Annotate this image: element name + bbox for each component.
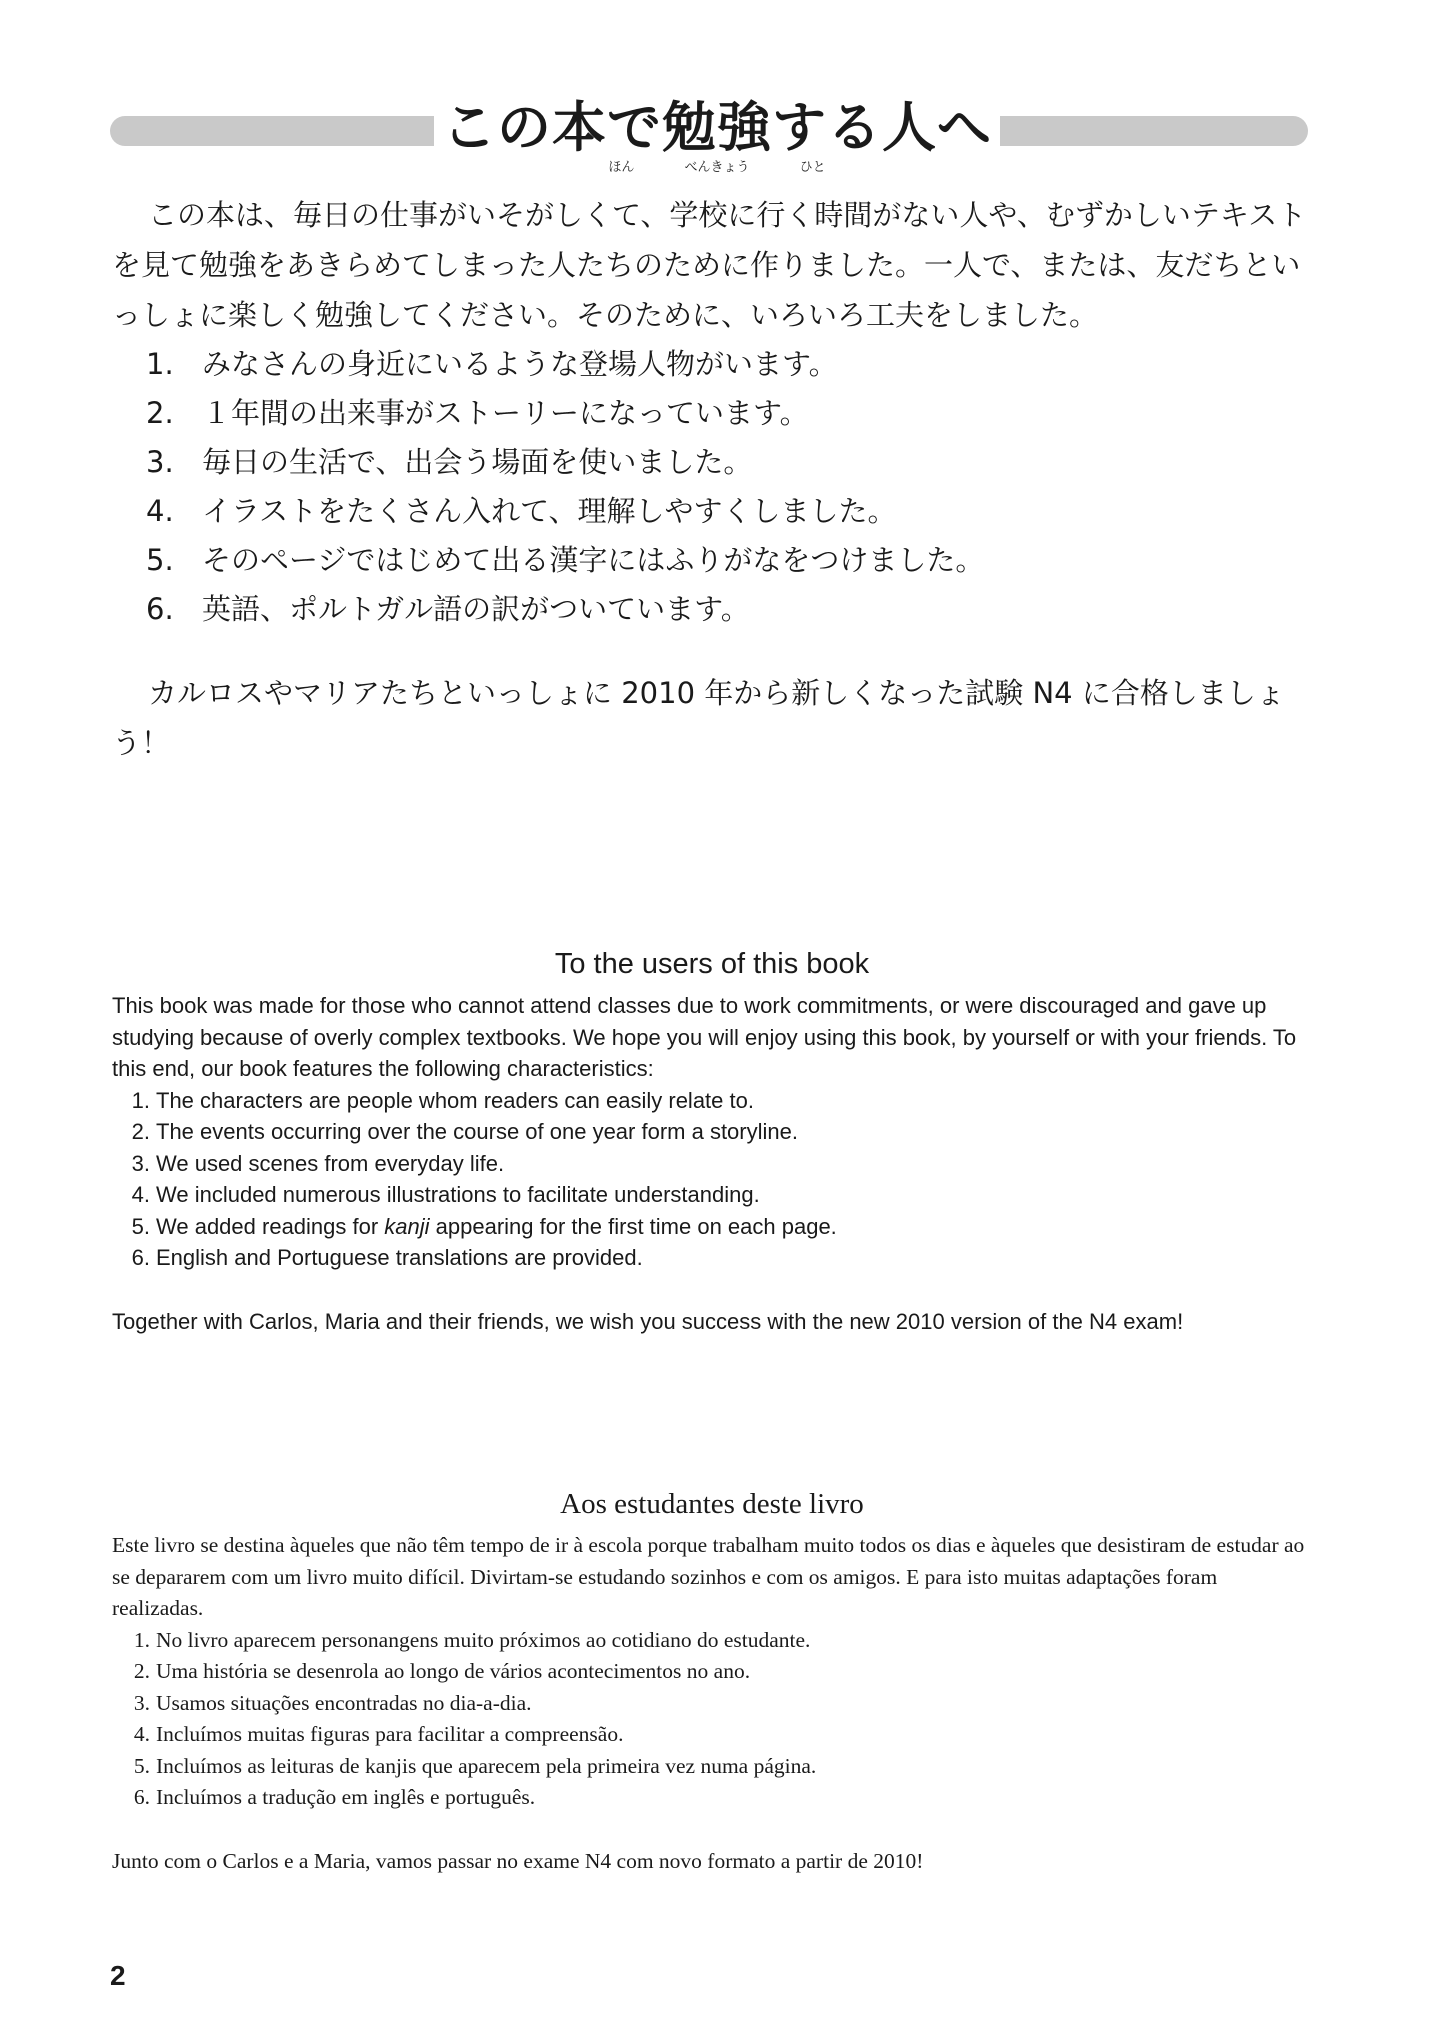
list-item	[120, 1719, 1312, 1751]
portuguese-feature-list	[112, 1625, 1312, 1814]
list-text: The characters are people whom readers can easily relate to.	[156, 1087, 754, 1113]
list-number: 6.	[131, 1245, 150, 1270]
list-number: 5.	[146, 543, 174, 577]
list-item	[120, 1179, 1312, 1211]
list-number: 1.	[146, 347, 174, 381]
list-item	[112, 487, 1312, 536]
list-text: みなさんの身近にいるような登場人物がいます。	[202, 347, 838, 381]
list-text	[156, 1211, 837, 1243]
list-item	[120, 1625, 1312, 1657]
portuguese-section	[112, 1484, 1312, 1877]
english-closing: Together with Carlos, Maria and their friends, we wish you success with the new 2010 version of the N4 exam!	[112, 1308, 1184, 1334]
list-number: 3.	[131, 1150, 150, 1176]
english-feature-list	[112, 1085, 1312, 1274]
portuguese-closing: Junto com o Carlos e a Maria, vamos passar no exame N4 com novo formato a partir de 2010!	[112, 1848, 924, 1873]
list-text: 英語、ポルトガル語の訳がついています。	[202, 592, 750, 626]
japanese-closing: カルロスやマリアたちといっしょに 2010 年から新しくなった試験 N4 に合格しましょう！	[112, 676, 1285, 760]
list-item	[120, 1656, 1312, 1688]
list-number: 2.	[131, 1119, 150, 1144]
english-intro: This book was made for those who cannot attend classes due to work commitments, or were discouraged and gave up studying because of overly complex textbooks. We hope you will enjoy using this book, by yourself or with your friends. To this end, our book features the following characteristics:	[112, 993, 1297, 1081]
kanji-emphasis: kanji	[384, 1213, 430, 1239]
english-heading: To the users of this book	[554, 948, 870, 980]
list-number: 4.	[131, 1182, 150, 1207]
list-text: Usamos situações encontradas no dia-a-dia.	[156, 1690, 532, 1715]
list-text: English and Portuguese translations are provided.	[156, 1245, 643, 1270]
list-text: Uma história se desenrola ao longo de vários acontecimentos no ano.	[156, 1659, 751, 1683]
list-number: 3.	[133, 1690, 150, 1715]
list-item	[120, 1782, 1312, 1814]
list-number: 5.	[133, 1753, 150, 1778]
list-text: イラストをたくさん入れて、理解しやすくしました。	[202, 494, 897, 528]
japanese-section	[112, 190, 1312, 768]
list-item	[120, 1211, 1312, 1243]
list-text-before: We added readings for	[156, 1213, 385, 1239]
portuguese-heading: Aos estudantes deste livro	[560, 1488, 864, 1520]
page-title	[0, 96, 1434, 160]
list-text: そのページではじめて出る漢字にはふりがなをつけました。	[202, 543, 985, 577]
list-item	[112, 536, 1312, 585]
list-text: Incluímos a tradução em inglês e português.	[156, 1785, 536, 1809]
list-text: Incluímos muitas figuras para facilitar a compreensão.	[156, 1722, 624, 1746]
list-number: 4.	[146, 494, 174, 528]
list-number: 2.	[146, 396, 174, 430]
list-item	[112, 389, 1312, 438]
list-item	[120, 1085, 1312, 1117]
list-item	[112, 585, 1312, 634]
japanese-intro: この本は、毎日の仕事がいそがしくて、学校に行く時間がない人や、むずかしいテキストを見て勉強をあきらめてしまった人たちのために作りました。一人で、または、友だちといっしょに楽しく勉強してください。そのために、いろいろ工夫をしました。	[112, 198, 1307, 332]
list-item	[112, 340, 1312, 389]
list-item	[120, 1116, 1312, 1148]
list-item	[120, 1148, 1312, 1180]
list-number: 6.	[133, 1785, 150, 1809]
list-text: The events occurring over the course of one year form a storyline.	[156, 1119, 798, 1144]
list-text: Incluímos as leituras de kanjis que aparecem pela primeira vez numa página.	[156, 1753, 817, 1778]
list-text: We included numerous illustrations to facilitate understanding.	[156, 1182, 760, 1207]
list-text: 毎日の生活で、出会う場面を使いました。	[202, 445, 753, 479]
list-number: 5.	[131, 1213, 150, 1239]
list-number: 1.	[133, 1627, 150, 1652]
list-number: 6.	[146, 592, 174, 626]
list-number: 2.	[133, 1659, 150, 1683]
english-section	[112, 944, 1312, 1337]
list-number: 1.	[131, 1087, 150, 1113]
japanese-feature-list	[112, 340, 1312, 634]
page-number: 2	[110, 1960, 126, 1991]
list-item	[120, 1751, 1312, 1783]
list-item	[112, 438, 1312, 487]
list-number: 3.	[146, 445, 174, 479]
list-text: No livro aparecem personangens muito próximos ao cotidiano do estudante.	[156, 1627, 811, 1652]
list-item	[120, 1242, 1312, 1274]
page-title-furigana: ほん べんきょう ひと	[608, 160, 826, 175]
list-number: 4.	[133, 1722, 150, 1746]
list-text-after: appearing for the first time on each page.	[429, 1213, 837, 1239]
list-item	[120, 1688, 1312, 1720]
portuguese-intro: Este livro se destina àqueles que não têm tempo de ir à escola porque trabalham muito todos os dias e àqueles que desistiram de estudar ao se depararem com um livro muito difícil. Divirtam-se estudando sozinhos e com os amigos. E para isto muitas adaptações foram realizadas.	[112, 1533, 1305, 1620]
list-text: We used scenes from everyday life.	[156, 1150, 505, 1176]
list-text: １年間の出来事がストーリーになっています。	[202, 396, 809, 430]
page-title-text: この本で勉強する人へ	[434, 96, 1000, 159]
